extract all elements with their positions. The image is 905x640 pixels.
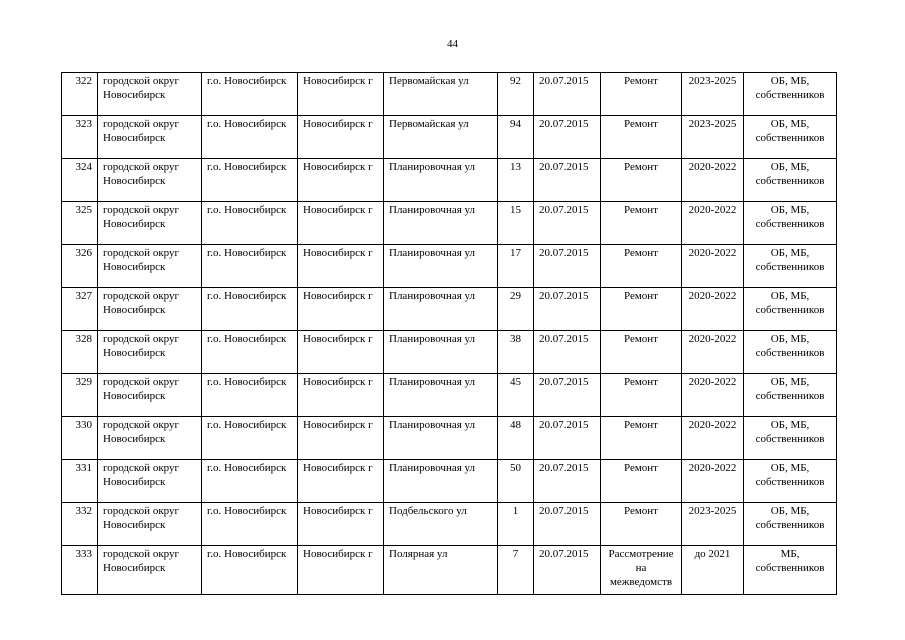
municipality-cell: городской округ Новосибирск [98, 417, 202, 460]
settlement-type-cell: г.о. Новосибирск [202, 73, 298, 116]
table-row [62, 159, 837, 202]
table-row [62, 288, 837, 331]
street-cell: Первомайская ул [384, 116, 498, 159]
work-type-cell: Ремонт [601, 374, 682, 417]
house-number-cell: 94 [498, 116, 534, 159]
locality-cell: Новосибирск г [298, 331, 384, 374]
settlement-type-cell: г.о. Новосибирск [202, 331, 298, 374]
table-row [62, 417, 837, 460]
house-number-cell: 1 [498, 503, 534, 546]
house-number-cell: 17 [498, 245, 534, 288]
street-cell: Подбельского ул [384, 503, 498, 546]
house-number-cell: 13 [498, 159, 534, 202]
locality-cell: Новосибирск г [298, 417, 384, 460]
house-number-cell: 50 [498, 460, 534, 503]
row-number-cell: 333 [62, 546, 98, 595]
municipality-cell: городской округ Новосибирск [98, 374, 202, 417]
period-cell: 2023-2025 [682, 116, 744, 159]
locality-cell: Новосибирск г [298, 159, 384, 202]
municipality-cell: городской округ Новосибирск [98, 116, 202, 159]
work-type-cell: Ремонт [601, 159, 682, 202]
period-cell: 2023-2025 [682, 73, 744, 116]
funding-cell: ОБ, МБ, собственников [744, 73, 837, 116]
table-row [62, 73, 837, 116]
funding-cell: ОБ, МБ, собственников [744, 460, 837, 503]
table-row [62, 374, 837, 417]
locality-cell: Новосибирск г [298, 73, 384, 116]
municipality-cell: городской округ Новосибирск [98, 503, 202, 546]
settlement-type-cell: г.о. Новосибирск [202, 460, 298, 503]
date-cell: 20.07.2015 [534, 460, 601, 503]
funding-cell: ОБ, МБ, собственников [744, 202, 837, 245]
street-cell: Планировочная ул [384, 288, 498, 331]
settlement-type-cell: г.о. Новосибирск [202, 116, 298, 159]
date-cell: 20.07.2015 [534, 546, 601, 595]
street-cell: Планировочная ул [384, 245, 498, 288]
locality-cell: Новосибирск г [298, 202, 384, 245]
locality-cell: Новосибирск г [298, 546, 384, 595]
municipality-cell: городской округ Новосибирск [98, 245, 202, 288]
table-row [62, 331, 837, 374]
street-cell: Планировочная ул [384, 331, 498, 374]
locality-cell: Новосибирск г [298, 288, 384, 331]
work-type-cell: Ремонт [601, 202, 682, 245]
house-number-cell: 45 [498, 374, 534, 417]
locality-cell: Новосибирск г [298, 460, 384, 503]
row-number-cell: 324 [62, 159, 98, 202]
work-type-cell: Ремонт [601, 331, 682, 374]
street-cell: Планировочная ул [384, 202, 498, 245]
settlement-type-cell: г.о. Новосибирск [202, 159, 298, 202]
settlement-type-cell: г.о. Новосибирск [202, 245, 298, 288]
page-number: 44 [447, 38, 458, 50]
funding-cell: ОБ, МБ, собственников [744, 116, 837, 159]
work-type-cell: Ремонт [601, 245, 682, 288]
funding-cell: ОБ, МБ, собственников [744, 331, 837, 374]
funding-cell: ОБ, МБ, собственников [744, 245, 837, 288]
street-cell: Первомайская ул [384, 73, 498, 116]
municipality-cell: городской округ Новосибирск [98, 288, 202, 331]
funding-cell: МБ, собственников [744, 546, 837, 595]
house-number-cell: 92 [498, 73, 534, 116]
municipality-cell: городской округ Новосибирск [98, 202, 202, 245]
date-cell: 20.07.2015 [534, 417, 601, 460]
funding-cell: ОБ, МБ, собственников [744, 374, 837, 417]
locality-cell: Новосибирск г [298, 503, 384, 546]
settlement-type-cell: г.о. Новосибирск [202, 417, 298, 460]
work-type-cell: Рассмотрение на межведомств [601, 546, 682, 595]
locality-cell: Новосибирск г [298, 245, 384, 288]
period-cell: 2020-2022 [682, 374, 744, 417]
row-number-cell: 330 [62, 417, 98, 460]
street-cell: Планировочная ул [384, 374, 498, 417]
locality-cell: Новосибирск г [298, 116, 384, 159]
housing-registry-table [61, 72, 837, 595]
street-cell: Планировочная ул [384, 159, 498, 202]
municipality-cell: городской округ Новосибирск [98, 331, 202, 374]
funding-cell: ОБ, МБ, собственников [744, 417, 837, 460]
row-number-cell: 331 [62, 460, 98, 503]
work-type-cell: Ремонт [601, 116, 682, 159]
funding-cell: ОБ, МБ, собственников [744, 159, 837, 202]
municipality-cell: городской округ Новосибирск [98, 460, 202, 503]
period-cell: 2023-2025 [682, 503, 744, 546]
work-type-cell: Ремонт [601, 417, 682, 460]
row-number-cell: 332 [62, 503, 98, 546]
date-cell: 20.07.2015 [534, 374, 601, 417]
row-number-cell: 327 [62, 288, 98, 331]
street-cell: Планировочная ул [384, 417, 498, 460]
period-cell: 2020-2022 [682, 288, 744, 331]
street-cell: Планировочная ул [384, 460, 498, 503]
municipality-cell: городской округ Новосибирск [98, 73, 202, 116]
date-cell: 20.07.2015 [534, 73, 601, 116]
house-number-cell: 29 [498, 288, 534, 331]
row-number-cell: 329 [62, 374, 98, 417]
work-type-cell: Ремонт [601, 460, 682, 503]
settlement-type-cell: г.о. Новосибирск [202, 202, 298, 245]
period-cell: до 2021 [682, 546, 744, 595]
funding-cell: ОБ, МБ, собственников [744, 503, 837, 546]
settlement-type-cell: г.о. Новосибирск [202, 546, 298, 595]
date-cell: 20.07.2015 [534, 288, 601, 331]
period-cell: 2020-2022 [682, 159, 744, 202]
table-body [62, 73, 837, 595]
locality-cell: Новосибирск г [298, 374, 384, 417]
period-cell: 2020-2022 [682, 202, 744, 245]
row-number-cell: 325 [62, 202, 98, 245]
date-cell: 20.07.2015 [534, 331, 601, 374]
municipality-cell: городской округ Новосибирск [98, 159, 202, 202]
date-cell: 20.07.2015 [534, 202, 601, 245]
table-row [62, 202, 837, 245]
table-row [62, 245, 837, 288]
date-cell: 20.07.2015 [534, 503, 601, 546]
settlement-type-cell: г.о. Новосибирск [202, 503, 298, 546]
period-cell: 2020-2022 [682, 460, 744, 503]
date-cell: 20.07.2015 [534, 159, 601, 202]
table-row [62, 503, 837, 546]
municipality-cell: городской округ Новосибирск [98, 546, 202, 595]
house-number-cell: 15 [498, 202, 534, 245]
date-cell: 20.07.2015 [534, 116, 601, 159]
settlement-type-cell: г.о. Новосибирск [202, 288, 298, 331]
period-cell: 2020-2022 [682, 331, 744, 374]
row-number-cell: 322 [62, 73, 98, 116]
row-number-cell: 326 [62, 245, 98, 288]
house-number-cell: 38 [498, 331, 534, 374]
table-row [62, 116, 837, 159]
period-cell: 2020-2022 [682, 245, 744, 288]
work-type-cell: Ремонт [601, 503, 682, 546]
street-cell: Полярная ул [384, 546, 498, 595]
settlement-type-cell: г.о. Новосибирск [202, 374, 298, 417]
row-number-cell: 323 [62, 116, 98, 159]
table-row [62, 460, 837, 503]
period-cell: 2020-2022 [682, 417, 744, 460]
house-number-cell: 7 [498, 546, 534, 595]
work-type-cell: Ремонт [601, 73, 682, 116]
house-number-cell: 48 [498, 417, 534, 460]
row-number-cell: 328 [62, 331, 98, 374]
date-cell: 20.07.2015 [534, 245, 601, 288]
table-row [62, 546, 837, 595]
funding-cell: ОБ, МБ, собственников [744, 288, 837, 331]
work-type-cell: Ремонт [601, 288, 682, 331]
